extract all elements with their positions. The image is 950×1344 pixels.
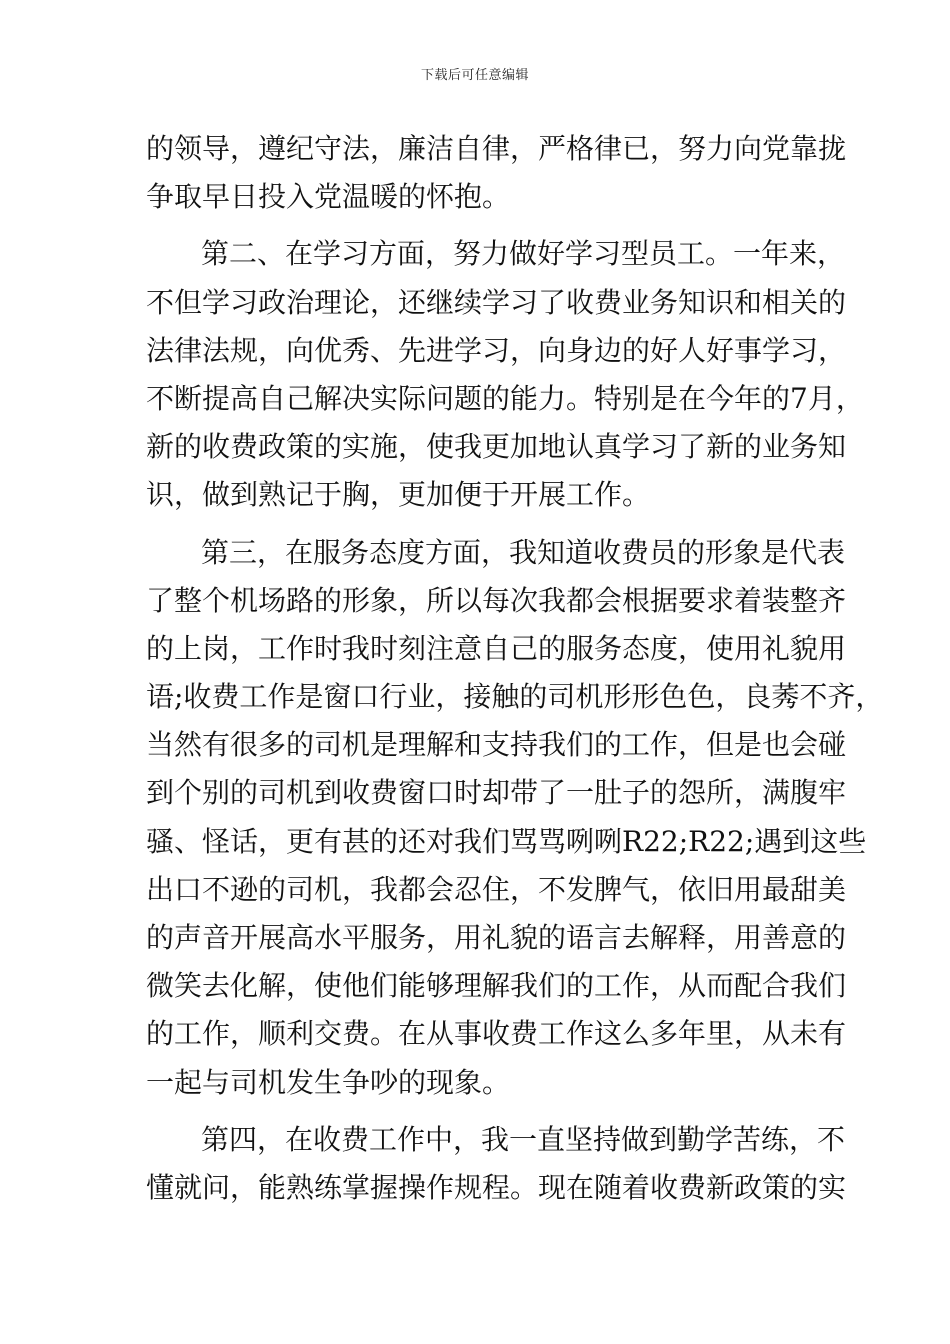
text-line: 当然有很多的司机是理解和支持我们的工作，但是也会碰 bbox=[146, 728, 847, 762]
text-line: 了整个机场路的形象，所以每次我都会根据要求着装整齐 bbox=[146, 583, 847, 617]
text-line: 出口不逊的司机，我都会忍住，不发脾气，依旧用最甜美 bbox=[146, 872, 847, 906]
paragraph-start-line: 第二、在学习方面，努力做好学习型员工。一年来， bbox=[201, 237, 846, 271]
text-line: 识，做到熟记于胸，更加便于开展工作。 bbox=[146, 478, 651, 512]
text-line: 不断提高自己解决实际问题的能力。特别是在今年的7月， bbox=[146, 381, 864, 415]
text-line: 的工作，顺利交费。在从事收费工作这么多年里，从未有 bbox=[146, 1017, 847, 1051]
text-line: 语;收费工作是窗口行业，接触的司机形形色色，良莠不齐， bbox=[146, 680, 884, 714]
text-line: 微笑去化解，使他们能够理解我们的工作，从而配合我们 bbox=[146, 969, 847, 1003]
text-line: 懂就问，能熟练掌握操作规程。现在随着收费新政策的实 bbox=[146, 1170, 847, 1204]
text-line: 骚、怪话，更有甚的还对我们骂骂咧咧R22;R22;遇到这些 bbox=[146, 824, 867, 858]
text-line: 一起与司机发生争吵的现象。 bbox=[146, 1065, 511, 1099]
text-line: 不但学习政治理论，还继续学习了收费业务知识和相关的 bbox=[146, 285, 847, 319]
text-line: 的上岗，工作时我时刻注意自己的服务态度，使用礼貌用 bbox=[146, 631, 847, 665]
text-line: 的声音开展高水平服务，用礼貌的语言去解释，用善意的 bbox=[146, 921, 847, 954]
page-header: 下载后可任意编辑 bbox=[420, 68, 529, 83]
document-body bbox=[146, 125, 884, 1212]
text-line: 的领导，遵纪守法，廉洁自律，严格律已，努力向党靠拢 bbox=[146, 132, 847, 165]
text-line: 到个别的司机到收费窗口时却带了一肚子的怨所，满腹牢 bbox=[146, 776, 847, 810]
text-line: 新的收费政策的实施，使我更加地认真学习了新的业务知 bbox=[146, 430, 847, 464]
text-line: 争取早日投入党温暖的怀抱。 bbox=[146, 180, 511, 214]
paragraph-start-line: 第四，在收费工作中，我一直坚持做到勤学苦练，不 bbox=[201, 1122, 846, 1156]
paragraph-start-line: 第三，在服务态度方面，我知道收费员的形象是代表 bbox=[201, 535, 846, 569]
text-line: 法律法规，向优秀、先进学习，向身边的好人好事学习， bbox=[146, 333, 847, 367]
